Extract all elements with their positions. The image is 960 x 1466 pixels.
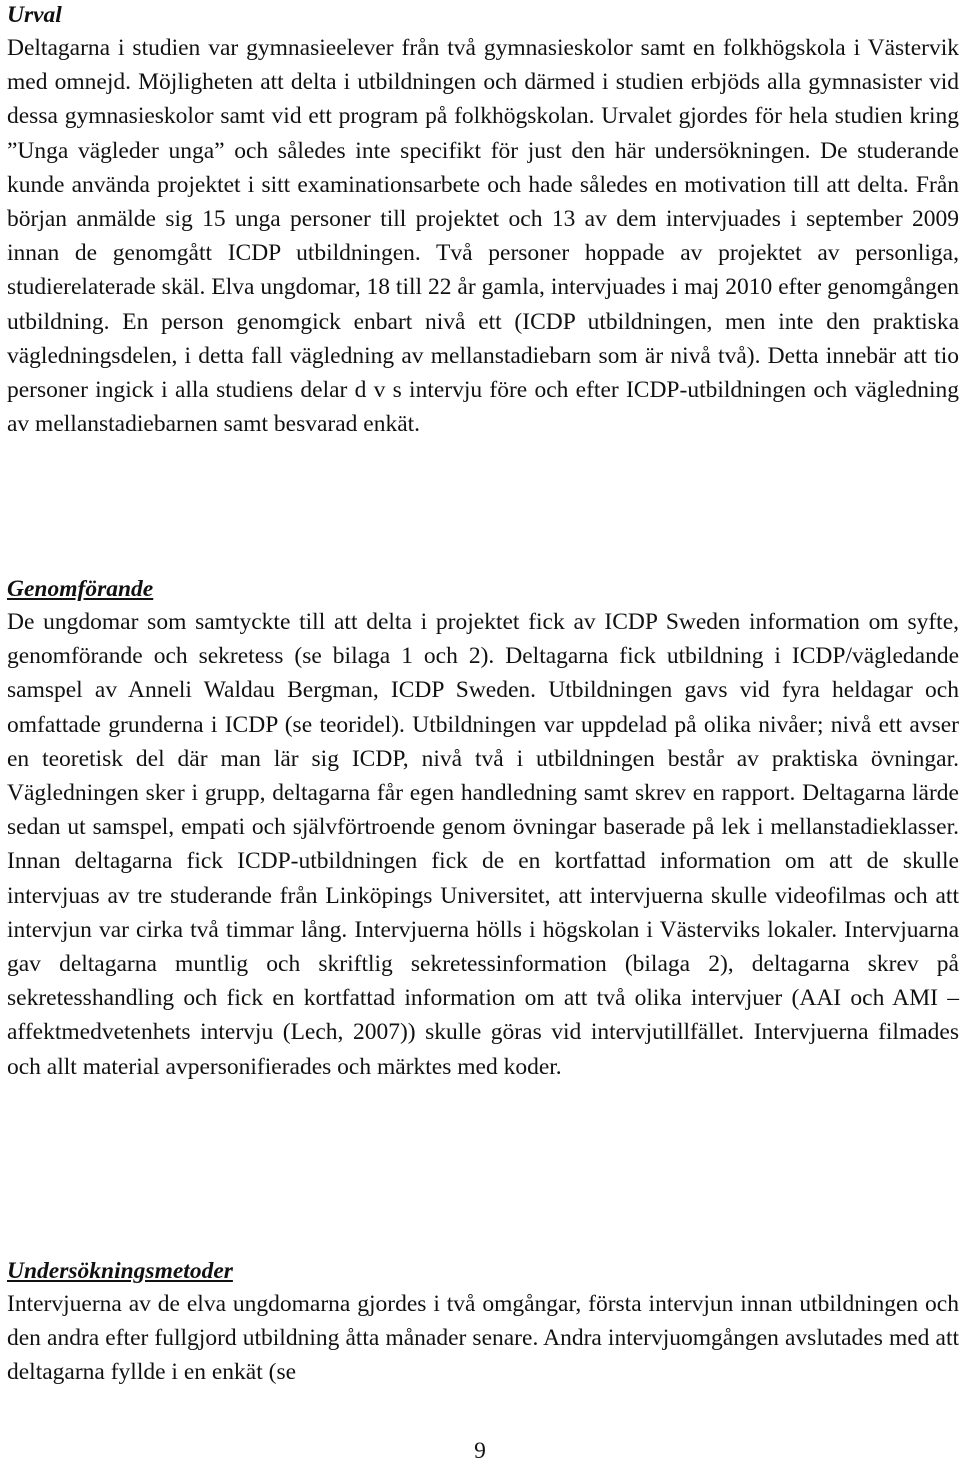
paragraph-urval: Deltagarna i studien var gymnasieelever från två gymnasieskolor samt en folkhögskola i Västervik med omnejd. Möjligheten att delta i utbildningen och därmed i studien erbjöds alla gymnasister vid dessa gymnasieskolor samt vid ett program på folkhögskolan. Urvalet gjordes för hela studien kring ”Unga vägleder unga” och således inte specifikt för just den här undersökningen. De studerande kunde använda projektet i sitt examinationsarbete och hade således en motivation till att delta. Från början anmälde sig 15 unga personer till projektet och 13 av dem intervjuades i september 2009 innan de genomgått ICDP utbildningen. Två personer hoppade av projektet av personliga, studierelaterade skäl. Elva ungdomar, 18 till 22 år gamla, intervjuades i maj 2010 efter genomgången utbildning. En person genomgick enbart nivå ett (ICDP utbildningen, men inte den praktiska vägledningsdelen, i detta fall vägledning av mellanstadiebarn som är nivå två). Detta innebär att tio personer ingick i alla studiens delar d v s intervju före och efter ICDP-utbildningen och vägledning av mellanstadiebarnen samt besvarad enkät. xyxy=(7,35,959,438)
section-heading-urval: Urval xyxy=(7,2,62,28)
section-genomforande xyxy=(7,574,959,1084)
paragraph-genomforande: De ungdomar som samtyckte till att delta i projektet fick av ICDP Sweden information om syfte, genomförande och sekretess (se bilaga 1 och 2). Deltagarna fick utbildning i ICDP/vägledande samspel av Anneli Waldau Bergman, ICDP Sweden. Utbildningen gavs vid fyra heldagar och omfattade grunderna i ICDP (se teoridel). Utbildningen var uppdelad på olika nivåer; nivå ett avser en teoretisk del där man lär sig ICDP, nivå två i utbildningen består av praktiska övningar. Vägledningen sker i grupp, deltagarna får egen handledning samt skrev en rapport. Deltagarna lärde sedan ut samspel, empati och självförtroende genom övningar baserade på lek i mellanstadieklasser. Innan deltagarna fick ICDP-utbildningen fick de en kortfattad information om att de skulle intervjuas av tre studerande från Linköpings Universitet, att intervjuerna skulle videofilmas och att intervjun var cirka två timmar lång. Intervjuerna hölls i högskolan i Västerviks lokaler. Intervjuarna gav deltagarna muntlig och skriftlig sekretessinformation (bilaga 2), deltagarna skrev på sekretesshandling och fick en kortfattad information om att två olika intervjuer (AAI och AMI – affektmedvetenhets intervju (Lech, 2007)) skulle göras vid intervjutillfället. Intervjuerna filmades och allt material avpersonifierades och märktes med koder. xyxy=(7,609,959,1080)
section-urval xyxy=(7,0,959,441)
section-undersokningsmetoder xyxy=(7,1256,959,1390)
page-number: 9 xyxy=(474,1438,486,1464)
paragraph-undersokningsmetoder: Intervjuerna av de elva ungdomarna gjordes i två omgångar, första intervjun innan utbildningen och den andra efter fullgjord utbildning åtta månader senare. Andra intervjuomgången avslutades med att deltagarna fyllde i en enkät (se xyxy=(7,1291,959,1386)
section-heading-genomforande: Genomförande xyxy=(7,576,154,602)
section-heading-undersokningsmetoder: Undersökningsmetoder xyxy=(7,1258,233,1284)
